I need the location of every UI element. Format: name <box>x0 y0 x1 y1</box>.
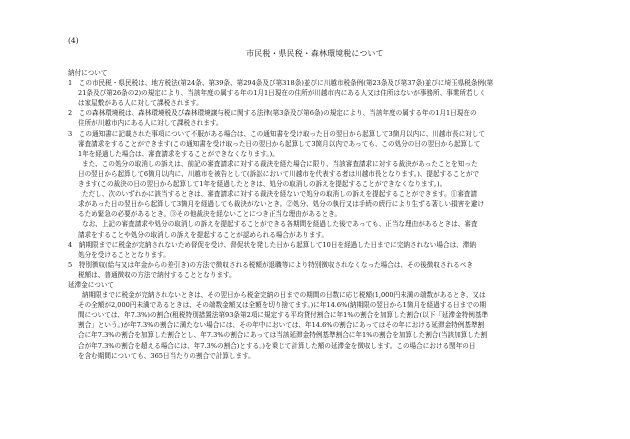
text-line: 請求をすることや処分の取消しの訴えを提起することが認められる場合があります。 <box>78 230 329 239</box>
text-line: 21条及び第26条の2)の規定により、当該年度の属する年の1月1日現在の住所が川越市内にある人又は住所はないが事務所、事業所若しく <box>78 89 486 98</box>
text-line: その全額が2,000円未満であるときは、その端数金額又は全額を切り捨てます。)に年14.6%(納期限の翌日から1箇月を経過する日までの期 <box>78 301 486 310</box>
section-number: (4) <box>68 36 79 45</box>
text-line: 2 この森林環境税は、森林環境税及び森林環境譲与税に関する法律(第3条及び第6条)の規定により、当該年度の属する年の1月1日現在の <box>68 109 477 118</box>
text-line: 5 特別徴収(給与又は年金からの差引き)の方法で徴収される税額が退職等により特別徴収されなくなった場合は、その後徴収されるべき <box>68 260 473 269</box>
text-line: きます(この裁決の日の翌日から起算して1年を経過したときは、処分の取消しの訴えを提起することができなくなります。)。 <box>78 180 447 189</box>
text-line: 割合」という。)が年7.3%の割合に満たない場合には、その年中においては、年14.6%の割合にあってはその年における延滞金特例基準割 <box>78 321 485 330</box>
text-line: 審査請求をすることができます(この通知書を受け取った日の翌日から起算して3箇月以内であっても、この処分の日の翌日から起算して <box>78 139 481 148</box>
text-line: 納付について <box>68 69 108 77</box>
text-line: なお、上記の審査請求や処分の取消しの訴えを提起することができる各期間を経過した後であっても、正当な理由があるときは、審査 <box>82 220 478 229</box>
text-line: 合が年7.3%の割合を超える場合には、年7.3%の割合)とする。)を乗じて計算した額の延滞金を徴収します。この場合における閏年の日 <box>78 341 476 350</box>
text-line: 間については、年7.3%)の割合(租税特別措置法第93条第2項に規定する平均貸付割合に年1%の割合を加算した割合(以下「延滞金特例基準 <box>78 311 489 320</box>
document-body <box>68 68 573 361</box>
text-line: また、この処分の取消しの訴えは、前記の審査請求に対する裁決を経た場合に限り、当該審査請求に対する裁決があったことを知った <box>82 159 478 168</box>
text-line: 1年を経過した場合は、審査請求をすることができなくなります。)。 <box>78 149 279 158</box>
text-line: 4 納期限までに税金が完納されないため督促を受け、督促状を発した日から起算して10日を経過した日までに完納されない場合は、滞納 <box>68 240 476 249</box>
text-line: るため緊急の必要があるとき。③その他裁決を経ないことにつき正当な理由があるとき。 <box>78 210 342 219</box>
text-line: は家屋敷がある人に対して課税されます。 <box>78 99 203 108</box>
text-line: ただし、次のいずれかに該当するときは、審査請求に対する裁決を経ないで処分の取消しの訴えを提起することができます。①審査請 <box>82 190 478 199</box>
text-line: 延滞金について <box>68 280 115 289</box>
page-title: 市民税・県民税・森林環境税について <box>246 49 384 58</box>
text-line: を含む期間についても、365日当たりの割合で計算します。 <box>78 351 255 360</box>
text-line: 求があった日の翌日から起算して3箇月を経過しても裁決がないとき。②処分、処分の執行又は手続の続行により生ずる著しい損害を避け <box>78 200 485 209</box>
text-line: 処分を受けることとなります。 <box>78 250 170 259</box>
text-line: 納期限までに税金が完納されないときは、その翌日から税金完納の日までの期間の日数に応じ税額(1,000円未満の端数があるとき、又は <box>82 291 486 300</box>
text-line: 3 この通知書に記載された事項について不服がある場合は、この通知書を受け取った日の翌日から起算して3箇月以内に、川越市長に対して <box>68 129 486 138</box>
text-line: 1 この市民税・県民税は、地方税法(第24条、第39条、第294条及び第318条)並びに川越市税条例(第23条及び第37条)並びに埼玉県税条例(第 <box>68 79 494 88</box>
text-line: 税額は、普通徴収の方法で納付することとなります。 <box>78 270 236 279</box>
text-line: 合に年7.3%の割合を加算した割合とし、年7.3%の割合にあっては当該延滞金特例基準割合に年1%の割合を加算した割合(当該加算した割 <box>78 331 488 340</box>
text-line: 住所が川越市内にある人に対して課税されます。 <box>78 119 223 128</box>
text-line: 日の翌日から起算して6箇月以内に、川越市を被告として(訴訟において川越市を代表する者は川越市長となります。)、提起することがで <box>78 169 480 178</box>
